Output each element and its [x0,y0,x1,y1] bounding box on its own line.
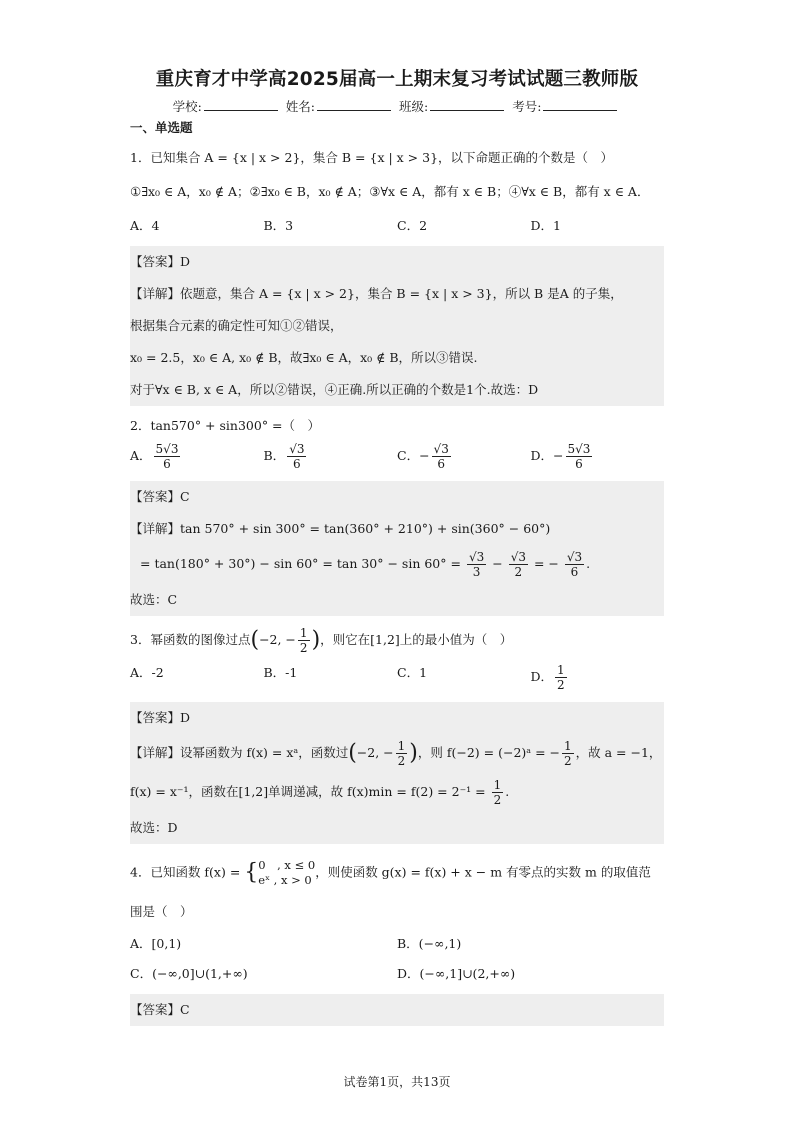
q3-detail-2 [130,773,664,812]
q4-stem-end: 围是（ ） [130,904,193,919]
fraction [565,550,584,579]
fraction-numerator: 1 [557,663,565,677]
piecewise-cases [258,858,315,888]
q1-option-c[interactable]: C．2 [397,218,428,233]
q4-options-row-1 [130,934,664,954]
q3-detail-1-mid: ，则 f(−2) = (−2)ᵃ = − [417,745,560,760]
fraction-numerator: √3 [510,550,526,564]
school-label: 学校: [172,99,202,114]
case-1: 0 , x ≤ 0 [258,858,316,872]
q4-options-row-2 [130,964,664,984]
name-field[interactable] [317,98,391,111]
fraction-numerator: √3 [433,442,449,456]
q2-options [130,442,664,471]
fraction-numerator: 1 [564,739,572,753]
q3-option-b[interactable]: B．-1 [263,665,298,680]
q2-option-b[interactable] [264,442,398,471]
fraction-denominator: 2 [557,678,565,692]
fraction-denominator: 2 [514,565,523,579]
q4-option-a[interactable]: A．[0,1) [130,936,182,951]
q1-stem: 1．已知集合 A = {x | x > 2}，集合 B = {x | x > 3}，以下命题正确的个数是（ ） [130,150,614,165]
q2-option-d[interactable] [531,442,665,471]
fraction-numerator: √3 [468,550,485,564]
school-field[interactable] [204,98,278,111]
q3-detail-1-text: 【详解】设幂函数为 f(x) = xᵃ，函数过 [130,745,349,760]
class-field[interactable] [430,98,504,111]
q3-stem [130,626,664,655]
fraction-denominator: 6 [163,457,171,471]
fraction-numerator: 5√3 [155,442,179,456]
fraction-denominator: 6 [437,457,445,471]
q3-option-d[interactable] [531,663,665,692]
q4-stem-text: 4．已知函数 f(x) = [130,864,241,880]
q4-stem [130,858,664,888]
q3-option-a[interactable]: A．-2 [130,665,164,680]
q2-detail-3: 故选：C [130,592,178,607]
q2-answer-block [130,481,664,616]
q4-answer: 【答案】C [130,1002,190,1017]
section-heading: 一、单选题 [130,120,193,135]
q4-option-b[interactable]: B．(−∞,1) [397,936,462,951]
fraction [509,550,528,579]
q3-detail-2-text: f(x) = x⁻¹，函数在[1,2]单调递减，故 f(x)min = f(2) = 2⁻¹ = [130,784,486,799]
q2-option-a-fraction [154,442,181,471]
q2-option-a[interactable] [130,442,264,471]
fraction-numerator: √3 [289,442,305,456]
q1-option-d[interactable]: D．1 [530,218,561,233]
page-title: 重庆育才中学高2025届高一上期末复习考试试题三教师版 [155,69,639,90]
q3-detail-1 [130,734,664,773]
fraction-denominator: 2 [299,641,308,655]
q1-answer: 【答案】D [130,254,191,269]
q2-option-d-fraction [566,442,593,471]
fraction [562,739,574,768]
fraction-denominator: 2 [397,754,406,768]
q3-stem-end: ，则它在[1,2]上的最小值为（ ） [320,632,513,647]
number-label: 考号: [512,99,542,114]
q4-option-d[interactable]: D．(−∞,1]∪(2,+∞) [397,966,516,981]
fraction [555,663,567,692]
q2-detail-2 [130,545,664,584]
q2-option-c-label: C．− [397,448,430,463]
q3-answer: 【答案】D [130,710,191,725]
fraction-denominator: 2 [564,754,572,768]
q1-answer-block [130,246,664,406]
q2-stem: 2．tan570° + sin300° =（ ） [130,418,321,433]
fraction-numerator: 1 [299,626,308,640]
class-label: 班级: [398,99,429,114]
q3-option-d-label: D． [530,669,554,684]
left-paren: ( [250,627,260,653]
q2-option-c[interactable] [397,442,531,471]
q1-option-a[interactable]: A．4 [130,218,160,233]
q1-propositions: ①∃x₀ ∈ A，x₀ ∉ A；②∃x₀ ∈ B，x₀ ∉ A；③∀x ∈ A，都有 x ∈ B；④∀x ∈ B，都有 x ∈ A． [130,184,650,199]
fraction [396,739,408,768]
equals-minus: = − [533,556,559,571]
q1-detail-4: 对于∀x ∈ B, x ∈ A，所以②错误，④正确.所以正确的个数是1个.故选：D [130,382,539,397]
fraction-numerator: 1 [397,739,406,753]
q1-option-b[interactable]: B．3 [263,218,294,233]
q2-option-d-label: D．− [530,448,564,463]
fraction [467,550,486,579]
fraction [492,778,504,807]
q3-options [130,663,664,692]
left-paren: ( [348,740,357,766]
period: . [586,556,591,571]
minus-sign: − [492,556,503,571]
q4-answer-block [130,994,664,1026]
q2-option-a-label: A． [130,448,152,463]
q3-detail-3: 故选：D [130,820,178,835]
q1-options [130,216,664,236]
q2-detail-2-text: = tan(180° + 30°) − sin 60° = tan 30° − sin 60° = [140,556,461,571]
period: . [505,784,510,799]
q1-detail-1: 【详解】依题意，集合 A = {x | x > 2}，集合 B = {x | x > 3}，所以 B 是A 的子集， [130,286,623,301]
q2-answer: 【答案】C [130,489,190,504]
number-field[interactable] [543,98,617,111]
left-brace: { [244,860,259,885]
fraction-denominator: 6 [293,457,301,471]
q3-point: −2, − [356,745,394,760]
fraction-numerator: 5√3 [567,442,591,456]
right-paren: ) [409,740,418,766]
q1-detail-2: 根据集合元素的确定性可知①②错误， [130,318,343,333]
student-info-line [130,96,664,118]
q2-option-b-label: B． [263,448,286,463]
fraction-denominator: 6 [575,457,583,471]
q3-detail-1-end: ，故 a = −1， [575,745,662,760]
case-2: eˣ , x > 0 [258,873,312,887]
q2-option-b-fraction [287,442,306,471]
name-label: 姓名: [285,99,315,114]
fraction [298,626,310,655]
right-paren: ) [311,627,321,653]
q2-option-c-fraction [432,442,451,471]
q4-stem-rest: ，则使函数 g(x) = f(x) + x − m 有零点的实数 m 的取值范 [315,864,651,880]
q3-answer-block [130,702,664,844]
exam-page [130,66,664,1026]
fraction-numerator: √3 [566,550,583,564]
q4-option-c[interactable]: C．(−∞,0]∪(1,+∞) [130,966,248,981]
fraction-numerator: 1 [493,778,502,792]
q3-stem-text: 3．幂函数的图像过点 [130,632,251,647]
q1-detail-3: x₀ = 2.5，x₀ ∈ A, x₀ ∉ B，故∃x₀ ∈ A，x₀ ∉ B，所以③错误. [130,350,478,365]
page-footer: 试卷第1页，共13页 [343,1075,451,1089]
q3-option-c[interactable]: C．1 [397,665,428,680]
q3-point: −2, − [259,632,296,647]
fraction-denominator: 6 [570,565,579,579]
fraction-denominator: 3 [472,565,481,579]
q2-detail-1: 【详解】tan 570° + sin 300° = tan(360° + 210°) + sin(360° − 60°) [130,521,551,536]
fraction-denominator: 2 [493,793,502,807]
